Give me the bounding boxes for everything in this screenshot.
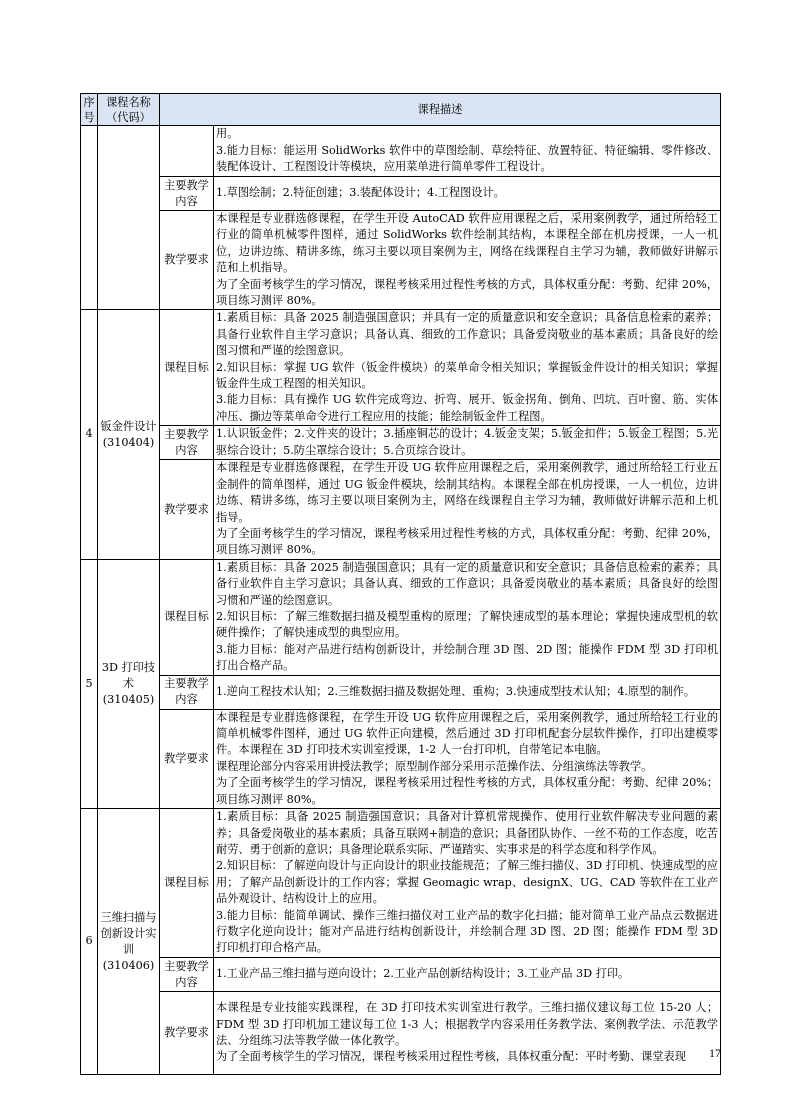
course-4-req-label: 教学要求: [160, 460, 214, 559]
course-6-goal-label: 课程目标: [160, 809, 214, 958]
course-6-content-text: 1.工业产品三维扫描与逆向设计；2.工业产品创新结构设计；3.工业产品 3D 打印。: [214, 958, 721, 992]
course-5-goal-label: 课程目标: [160, 559, 214, 675]
course-4-name: 钣金件设计: [100, 419, 157, 433]
course-6-code: (310406): [102, 958, 155, 972]
course-5-goal-text: 1.素质目标：具备 2025 制造强国意识；具有一定的质量意识和安全意识；具备信息检索的素养；具备行业软件自主学习意识；具备认真、细致的工作意识；具备爱岗敬业的基本素质；具备良好的绘图习惯和严谨的绘图意识。 2.知识目标：了解三维数据扫描及模型重构的原理；了解快速成型的基本理论；掌握快速成型机的软硬件操作；了解快速成型的典型应用。 3.能力目标：能对产品进行结构创新设计，并绘制合理 3D 图、2D 图；能操作 FDM 型 3D 打印机打出合格产品。: [214, 559, 721, 675]
course-6-goal-text: 1.素质目标：具备 2025 制造强国意识；具备对计算机常规操作、使用行业软件解决专业问题的素养；具备爱岗敬业的基本素质；具备互联网+制造的意识；具备团队协作、一丝不苟的工作态度，吃苦耐劳、勇于创新的意识；具备理论联系实际、严谨踏实、实事求是的科学态度和科学作风。 2.知识目标：了解逆向设计与正向设计的职业技能规范；了解三维扫描仪、3D 打印机、快速成型的应用；了解产品创新设计的工作内容；掌握 Geomagic wrap、designX、UG、CAD 等软件在工业产品外观设计、结构设计上的应用。 3.能力目标：能简单调试、操作三维扫描仪对工业产品的数字化扫描；能对简单工业产品点云数据进行数字化逆向设计；能对产品进行结构创新设计，并绘制合理 3D 图、2D 图；能操作 FDM 型 3D 打印机打印合格产品。: [214, 809, 721, 958]
course-5-seq: 5: [81, 559, 98, 808]
course-4-goal-label: 课程目标: [160, 310, 214, 426]
course-4-code: (310404): [102, 435, 155, 449]
course-5-content-row: [81, 675, 721, 709]
course-6-req-row: [81, 992, 721, 1075]
course-4-name-cell: [98, 310, 160, 559]
cont-seq-cell: [81, 126, 98, 310]
course-6-req-text: 本课程是专业技能实践课程，在 3D 打印技术实训室进行教学。三维扫描仪建议每工位 15-20 人；FDM 型 3D 打印机加工建议每工位 1-3 人；根据教学内容采用任务教学法、案例教学法、示范教学法、分组练习法等教学做一体化教学。 为了全面考核学生的学习情况，课程考核采用过程性考核，具体权重分配：平时考勤、课堂表现: [214, 992, 721, 1075]
course-4-goal-row: [81, 310, 721, 426]
course-4-content-label: 主要教学内容: [160, 426, 214, 460]
cont-req-row: [81, 211, 721, 310]
course-table: [80, 93, 721, 1075]
course-4-req-row: [81, 460, 721, 559]
course-6-name-cell: [98, 809, 160, 1075]
course-6-goal-row: [81, 809, 721, 958]
course-6-content-label: 主要教学内容: [160, 958, 214, 992]
cont-goal-label-cell: [160, 126, 214, 177]
page-number: 17: [709, 1046, 721, 1060]
cont-req-label: 教学要求: [160, 211, 214, 310]
course-5-content-text: 1.逆向工程技术认知；2.三维数据扫描及数据处理、重构；3.快速成型技术认知；4.原型的制作。: [214, 675, 721, 709]
course-5-code: (310405): [102, 692, 155, 706]
course-4-goal-text: 1.素质目标：具备 2025 制造强国意识；并具有一定的质量意识和安全意识；具备信息检索的素养；具备行业软件自主学习意识；具备认真、细致的工作意识；具备爱岗敬业的基本素质；具备良好的绘图习惯和严谨的绘图意识。 2.知识目标：掌握 UG 软件（钣金件模块）的菜单命令相关知识；掌握钣金件设计的相关知识；掌握钣金件生成工程图的相关知识。 3.能力目标：具有操作 UG 软件完成弯边、折弯、展开、钣金拐角、倒角、凹坑、百叶窗、筋、实体冲压、撕边等菜单命令进行工程应用的技能；能绘制钣金件工程图。: [214, 310, 721, 426]
table-header-row: [81, 94, 721, 126]
course-5-content-label: 主要教学内容: [160, 675, 214, 709]
course-5-req-row: [81, 709, 721, 808]
cont-name-cell: [98, 126, 160, 310]
course-5-goal-row: [81, 559, 721, 675]
course-4-content-row: [81, 426, 721, 460]
course-6-name: 三维扫描与创新设计实训: [100, 910, 157, 956]
course-5-name: 3D 打印技术: [101, 660, 156, 690]
course-4-req-text: 本课程是专业群选修课程，在学生开设 UG 软件应用课程之后，采用案例教学，通过所给轻工行业五金制件的简单图样，通过 UG 钣金件模块，绘制其结构。本课程全部在机房授课，一人一机位，边讲边练、精讲多练，练习主要以项目案例为主，网络在线课程自主学习为辅，教师做好讲解示范和上机指导。 为了全面考核学生的学习情况，课程考核采用过程性考核的方式，具体权重分配：考勤、纪律 20%，项目练习测评 80%。: [214, 460, 721, 559]
cont-req-text: 本课程是专业群选修课程，在学生开设 AutoCAD 软件应用课程之后，采用案例教学，通过所给轻工行业的简单机械零件图样，通过 SolidWorks 软件绘制其结构，本课程全部在机房授课，一人一机位，边讲边练、精讲多练，练习主要以项目案例为主，网络在线课程自主学习为辅，教师做好讲解示范和上机指导。 为了全面考核学生的学习情况，课程考核采用过程性考核的方式，具体权重分配：考勤、纪律 20%，项目练习测评 80%。: [214, 211, 721, 310]
course-6-seq: 6: [81, 809, 98, 1075]
course-4-seq: 4: [81, 310, 98, 559]
cont-goal-row: [81, 126, 721, 177]
course-6-req-label: 教学要求: [160, 992, 214, 1075]
cont-content-text: 1.草图绘制；2.特征创建；3.装配体设计；4.工程图设计。: [214, 177, 721, 211]
course-4-content-text: 1.认识钣金件；2.文件夹的设计；3.插座铜芯的设计；4.钣金支架；5.钣金扣件；5.钣金工程图；5.光驱综合设计；5.防尘罩综合设计；5.合页综合设计。: [214, 426, 721, 460]
course-5-name-cell: [98, 559, 160, 808]
header-seq: 序号: [81, 94, 98, 126]
cont-content-label: 主要教学内容: [160, 177, 214, 211]
cont-content-row: [81, 177, 721, 211]
course-5-req-label: 教学要求: [160, 709, 214, 808]
course-5-req-text: 本课程是专业群选修课程，在学生开设 UG 软件应用课程之后，采用案例教学，通过所给轻工行业的简单机械零件图样，通过 UG 软件正向建模，然后通过 3D 打印机配套分层软件操作，打印出建模零件。本课程在 3D 打印技术实训室授课，1-2 人一台打印机，自带笔记本电脑。 课程理论部分内容采用讲授法教学；原型制作部分采用示范操作法、分组演练法等教学。 为了全面考核学生的学习情况，课程考核采用过程性考核的方式，具体权重分配：考勤、纪律 20%；项目练习测评 80%。: [214, 709, 721, 808]
course-6-content-row: [81, 958, 721, 992]
cont-goal-text: 用。 3.能力目标：能运用 SolidWorks 软件中的草图绘制、草绘特征、放置特征、特征编辑、零件修改、装配体设计、工程图设计等模块，应用菜单进行简单零件工程设计。: [214, 126, 721, 177]
header-course-description: 课程描述: [160, 94, 721, 126]
header-course-name: 课程名称（代码）: [98, 94, 160, 126]
